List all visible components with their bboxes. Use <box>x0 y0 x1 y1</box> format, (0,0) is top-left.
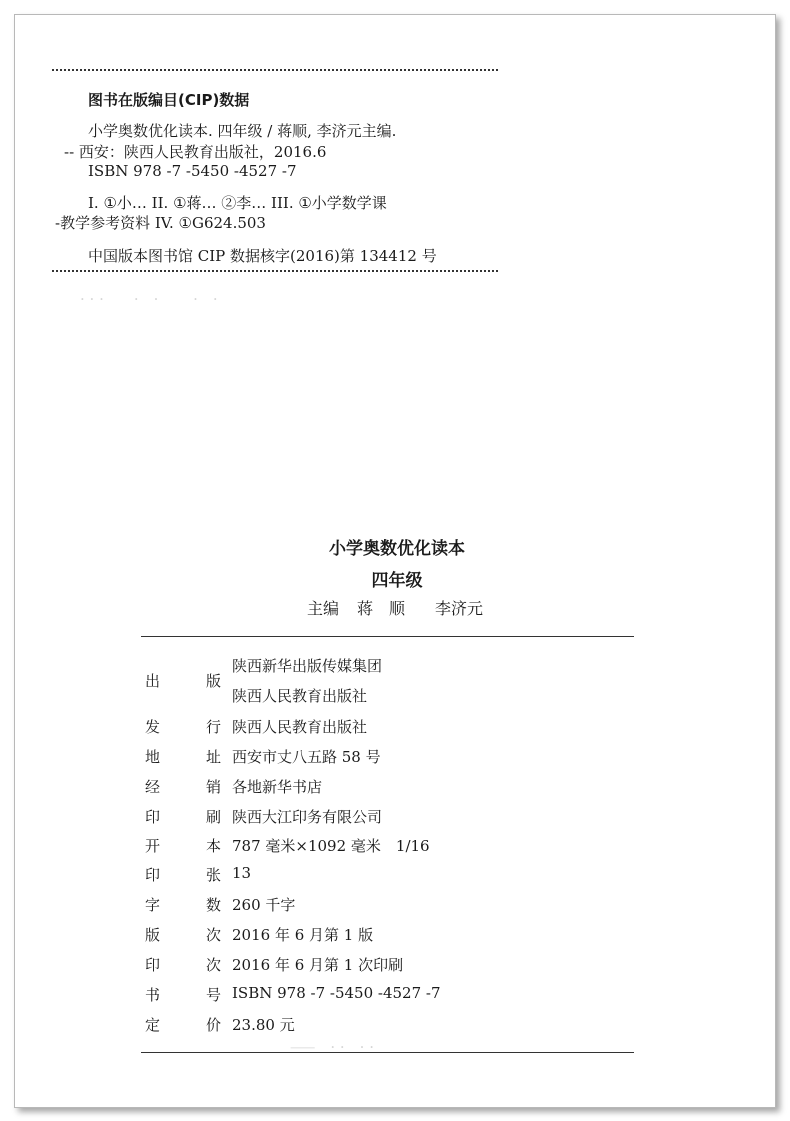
info-label: 经 销 <box>145 778 221 796</box>
info-value: 陕西人民教育出版社 <box>232 718 368 736</box>
editors-line <box>0 596 790 619</box>
info-label: 地 址 <box>145 748 221 766</box>
bleed-through-mark: · · · · · · · <box>80 290 218 308</box>
info-value: 各地新华书店 <box>232 778 323 796</box>
info-value: ISBN 978 -7 -5450 -4527 -7 <box>232 984 441 1002</box>
info-value: 陕西新华出版传媒集团 <box>232 657 383 675</box>
cip-heading: 图书在版编目(CIP)数据 <box>88 91 250 109</box>
info-value: 787 毫米×1092 毫米 1/16 <box>232 837 430 855</box>
cip-top-divider <box>52 69 498 71</box>
info-value: 陕西大江印务有限公司 <box>232 808 383 826</box>
info-value: 2016 年 6 月第 1 次印刷 <box>232 956 404 974</box>
info-value: 23.80 元 <box>232 1016 295 1034</box>
info-value: 陕西人民教育出版社 <box>232 687 368 705</box>
info-label: 发 行 <box>145 718 221 736</box>
info-label: 印 刷 <box>145 808 221 826</box>
info-value: 13 <box>232 864 252 882</box>
info-label: 开 本 <box>145 837 221 855</box>
editor-role: 主编 <box>306 599 339 618</box>
cip-line: 中国版本图书馆 CIP 数据核字(2016)第 134412 号 <box>88 247 437 265</box>
info-label: 出 版 <box>145 672 221 690</box>
book-grade: 四年级 <box>371 571 423 591</box>
cip-line: -教学参考资料 IV. ①G624.503 <box>55 214 266 232</box>
info-top-rule <box>141 636 634 637</box>
info-label: 书 号 <box>145 986 221 1004</box>
info-bottom-rule <box>141 1052 634 1053</box>
cip-line: I. ①小… II. ①蒋… ②李… III. ①小学数学课 <box>88 194 387 212</box>
cip-bottom-divider <box>52 270 498 272</box>
cip-line: 小学奥数优化读本. 四年级 / 蒋顺, 李济元主编. <box>88 122 397 140</box>
info-value: 260 千字 <box>232 896 296 914</box>
info-label: 印 张 <box>145 866 221 884</box>
cip-line: ISBN 978 -7 -5450 -4527 -7 <box>88 162 297 180</box>
info-label: 定 价 <box>145 1016 221 1034</box>
editor-name: 李济元 <box>435 599 484 618</box>
info-label: 字 数 <box>145 896 221 914</box>
info-value: 西安市丈八五路 58 号 <box>232 748 381 766</box>
info-label: 印 次 <box>145 956 221 974</box>
info-value: 2016 年 6 月第 1 版 <box>232 926 374 944</box>
editor-name: 蒋 顺 <box>356 599 405 618</box>
book-title: 小学奥数优化读本 <box>329 539 465 559</box>
bleed-through-mark: ⸺ · · · · <box>290 1038 374 1056</box>
cip-line: -- 西安：陕西人民教育出版社，2016.6 <box>64 143 327 161</box>
info-label: 版 次 <box>145 926 221 944</box>
